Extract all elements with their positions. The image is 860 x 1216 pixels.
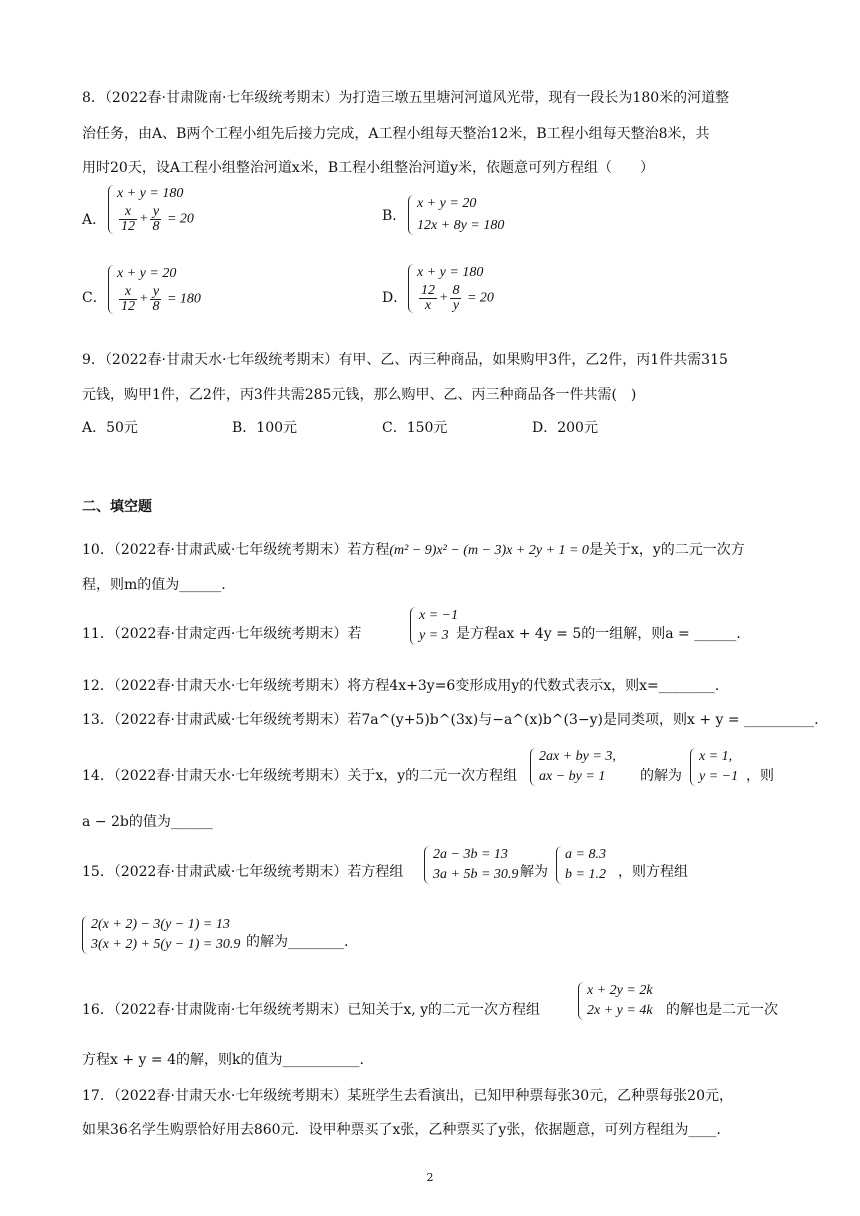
q17-line2: 如果36名学生购票恰好用去860元．设甲种票买了x张，乙种票买了y张，依据题意，可列方程组为____. — [82, 1122, 721, 1138]
q16-equation-system — [578, 982, 653, 1020]
q11-prefix: 11．（2022春·甘肃定西·七年级统考期末）若 — [82, 626, 362, 642]
q15-eq2: 3a + 5b = 30.9 — [433, 867, 519, 882]
q8-option-a-label: A． — [82, 212, 107, 228]
q14-solution-system — [690, 748, 738, 786]
q9-option-c: C．150元 — [382, 420, 448, 436]
q16-prefix: 16．（2022春·甘肃陇南·七年级统考期末）已知关于x, y的二元一次方程组 — [82, 1002, 541, 1018]
q14-line2: a − 2b的值为______ — [82, 814, 213, 830]
q8-b-eq2: 12x + 8y = 180 — [417, 218, 505, 233]
q14-x-value: x = 1, — [699, 749, 733, 764]
q8-line3: 用时20天，设A工程小组整治河道x米，B工程小组整治河道y米，依题意可列方程组（ ） — [82, 160, 655, 176]
q8-option-b-label: B． — [382, 208, 407, 224]
q8-line1: 8．（2022春·甘肃陇南·七年级统考期末）为打造三墩五里塘河河道风光带，现有一段长为180米的河道整 — [82, 90, 730, 106]
q14-mid: 的解为 — [640, 768, 682, 784]
section-heading-fill-in: 二、填空题 — [82, 499, 152, 515]
q10-prefix: 10．（2022春·甘肃武威·七年级统考期末）若方程 — [82, 542, 390, 558]
q15-tail: 的解为________. — [246, 934, 349, 950]
q14-equation-system — [530, 748, 616, 786]
q8-c-eq2-tail: = 180 — [166, 291, 201, 307]
q8-option-c-system: x + y = 20 $\frac{x}{12}$ + $\frac{y}{8}$ = 180 — [108, 265, 201, 314]
q11-solution-system — [410, 607, 458, 645]
q8-d-eq2-tail: = 20 — [466, 290, 494, 306]
q8-c-eq1: x + y = 20 — [117, 266, 177, 281]
q13-line: 13．（2022春·甘肃武威·七年级统考期末）若7a^(y+5)b^(3x)与−a^(x)b^(3−y)是同类项，则x + y = __________. — [82, 712, 819, 728]
q10-equation: (m² − 9)x² − (m − 3)x + 2y + 1 = 0 — [389, 543, 589, 558]
q8-line2: 治任务，由A、B两个工程小组先后接力完成，A工程小组每天整治12米，B工程小组每天整治8米，共 — [82, 126, 710, 142]
q9-line2: 元钱，购甲1件，乙2件，丙3件共需285元钱，那么购甲、乙、丙三种商品各一件共需( ) — [82, 387, 637, 403]
q15-a-value: a = 8.3 — [565, 847, 606, 862]
q10-line2: 程，则m的值为______. — [82, 577, 226, 593]
q16-suffix: 的解也是二元一次 — [666, 1002, 778, 1018]
q15-solution-system — [556, 846, 606, 884]
q8-b-eq1: x + y = 20 — [417, 196, 477, 211]
q15-prefix: 15．（2022春·甘肃武威·七年级统考期末）若方程组 — [82, 864, 404, 880]
q8-option-d-label: D． — [382, 290, 408, 306]
q12-line: 12．（2022春·甘肃天水·七年级统考期末）将方程4x+3y=6变形成用y的代数式表示x，则x=________. — [82, 678, 720, 694]
q9-line1: 9．（2022春·甘肃天水·七年级统考期末）有甲、乙、丙三种商品，如果购甲3件，乙2件，丙1件共需315 — [82, 352, 728, 368]
q8-option-b-system — [408, 195, 504, 235]
q8-option-a-system: x + y = 180 $\frac{x}{12}$ + $\frac{y}{8}$ = 20 — [108, 185, 194, 234]
q10-line1 — [82, 540, 745, 561]
q16-eq1: x + 2y = 2k — [587, 983, 653, 998]
q9-option-d: D．200元 — [532, 420, 598, 436]
q15-eq1: 2a − 3b = 13 — [433, 847, 508, 862]
q11-suffix: 是方程ax + 4y = 5的一组解，则a = ______. — [456, 626, 741, 642]
q14-suffix: ，则 — [746, 768, 774, 784]
q9-option-a: A．50元 — [82, 420, 138, 436]
q8-option-d-system: x + y = 180 $\frac{12}{x}$ + $\frac{8}{y}$ = 20 — [408, 264, 494, 313]
q8-a-eq2-tail: = 20 — [166, 211, 194, 227]
q17-line1: 17．（2022春·甘肃天水·七年级统考期末）某班学生去看演出，已知甲种票每张30元，乙种票每张20元， — [82, 1088, 733, 1104]
q8-option-c-label: C． — [82, 290, 107, 306]
q8-a-eq1: x + y = 180 — [117, 186, 184, 201]
q9-option-b: B．100元 — [232, 420, 298, 436]
q16-line2: 方程x + y = 4的解，则k的值为___________. — [82, 1052, 364, 1068]
q14-eq2: ax − by = 1 — [539, 769, 606, 784]
q15-second-eq2: 3(x + 2) + 5(y − 1) = 30.9 — [91, 937, 241, 952]
q14-y-value: y = −1 — [699, 769, 739, 784]
q8-d-eq1: x + y = 180 — [417, 265, 484, 280]
q14-prefix: 14．（2022春·甘肃天水·七年级统考期末）关于x，y的二元一次方程组 — [82, 768, 518, 784]
q16-eq2: 2x + y = 4k — [587, 1003, 653, 1018]
q15-second-system — [82, 916, 240, 954]
page-number: 2 — [426, 1171, 434, 1184]
q10-suffix: 是关于x，y的二元一次方 — [588, 542, 745, 558]
q14-eq1: 2ax + by = 3, — [539, 749, 616, 764]
q15-mid: 解为 — [520, 864, 548, 880]
q15-suffix: ，则方程组 — [618, 864, 688, 880]
q15-equation-system — [424, 846, 518, 884]
q15-b-value: b = 1.2 — [565, 867, 606, 882]
q15-second-eq1: 2(x + 2) − 3(y − 1) = 13 — [91, 917, 230, 932]
q11-y-value: y = 3 — [419, 628, 449, 643]
q11-x-value: x = −1 — [419, 608, 459, 623]
